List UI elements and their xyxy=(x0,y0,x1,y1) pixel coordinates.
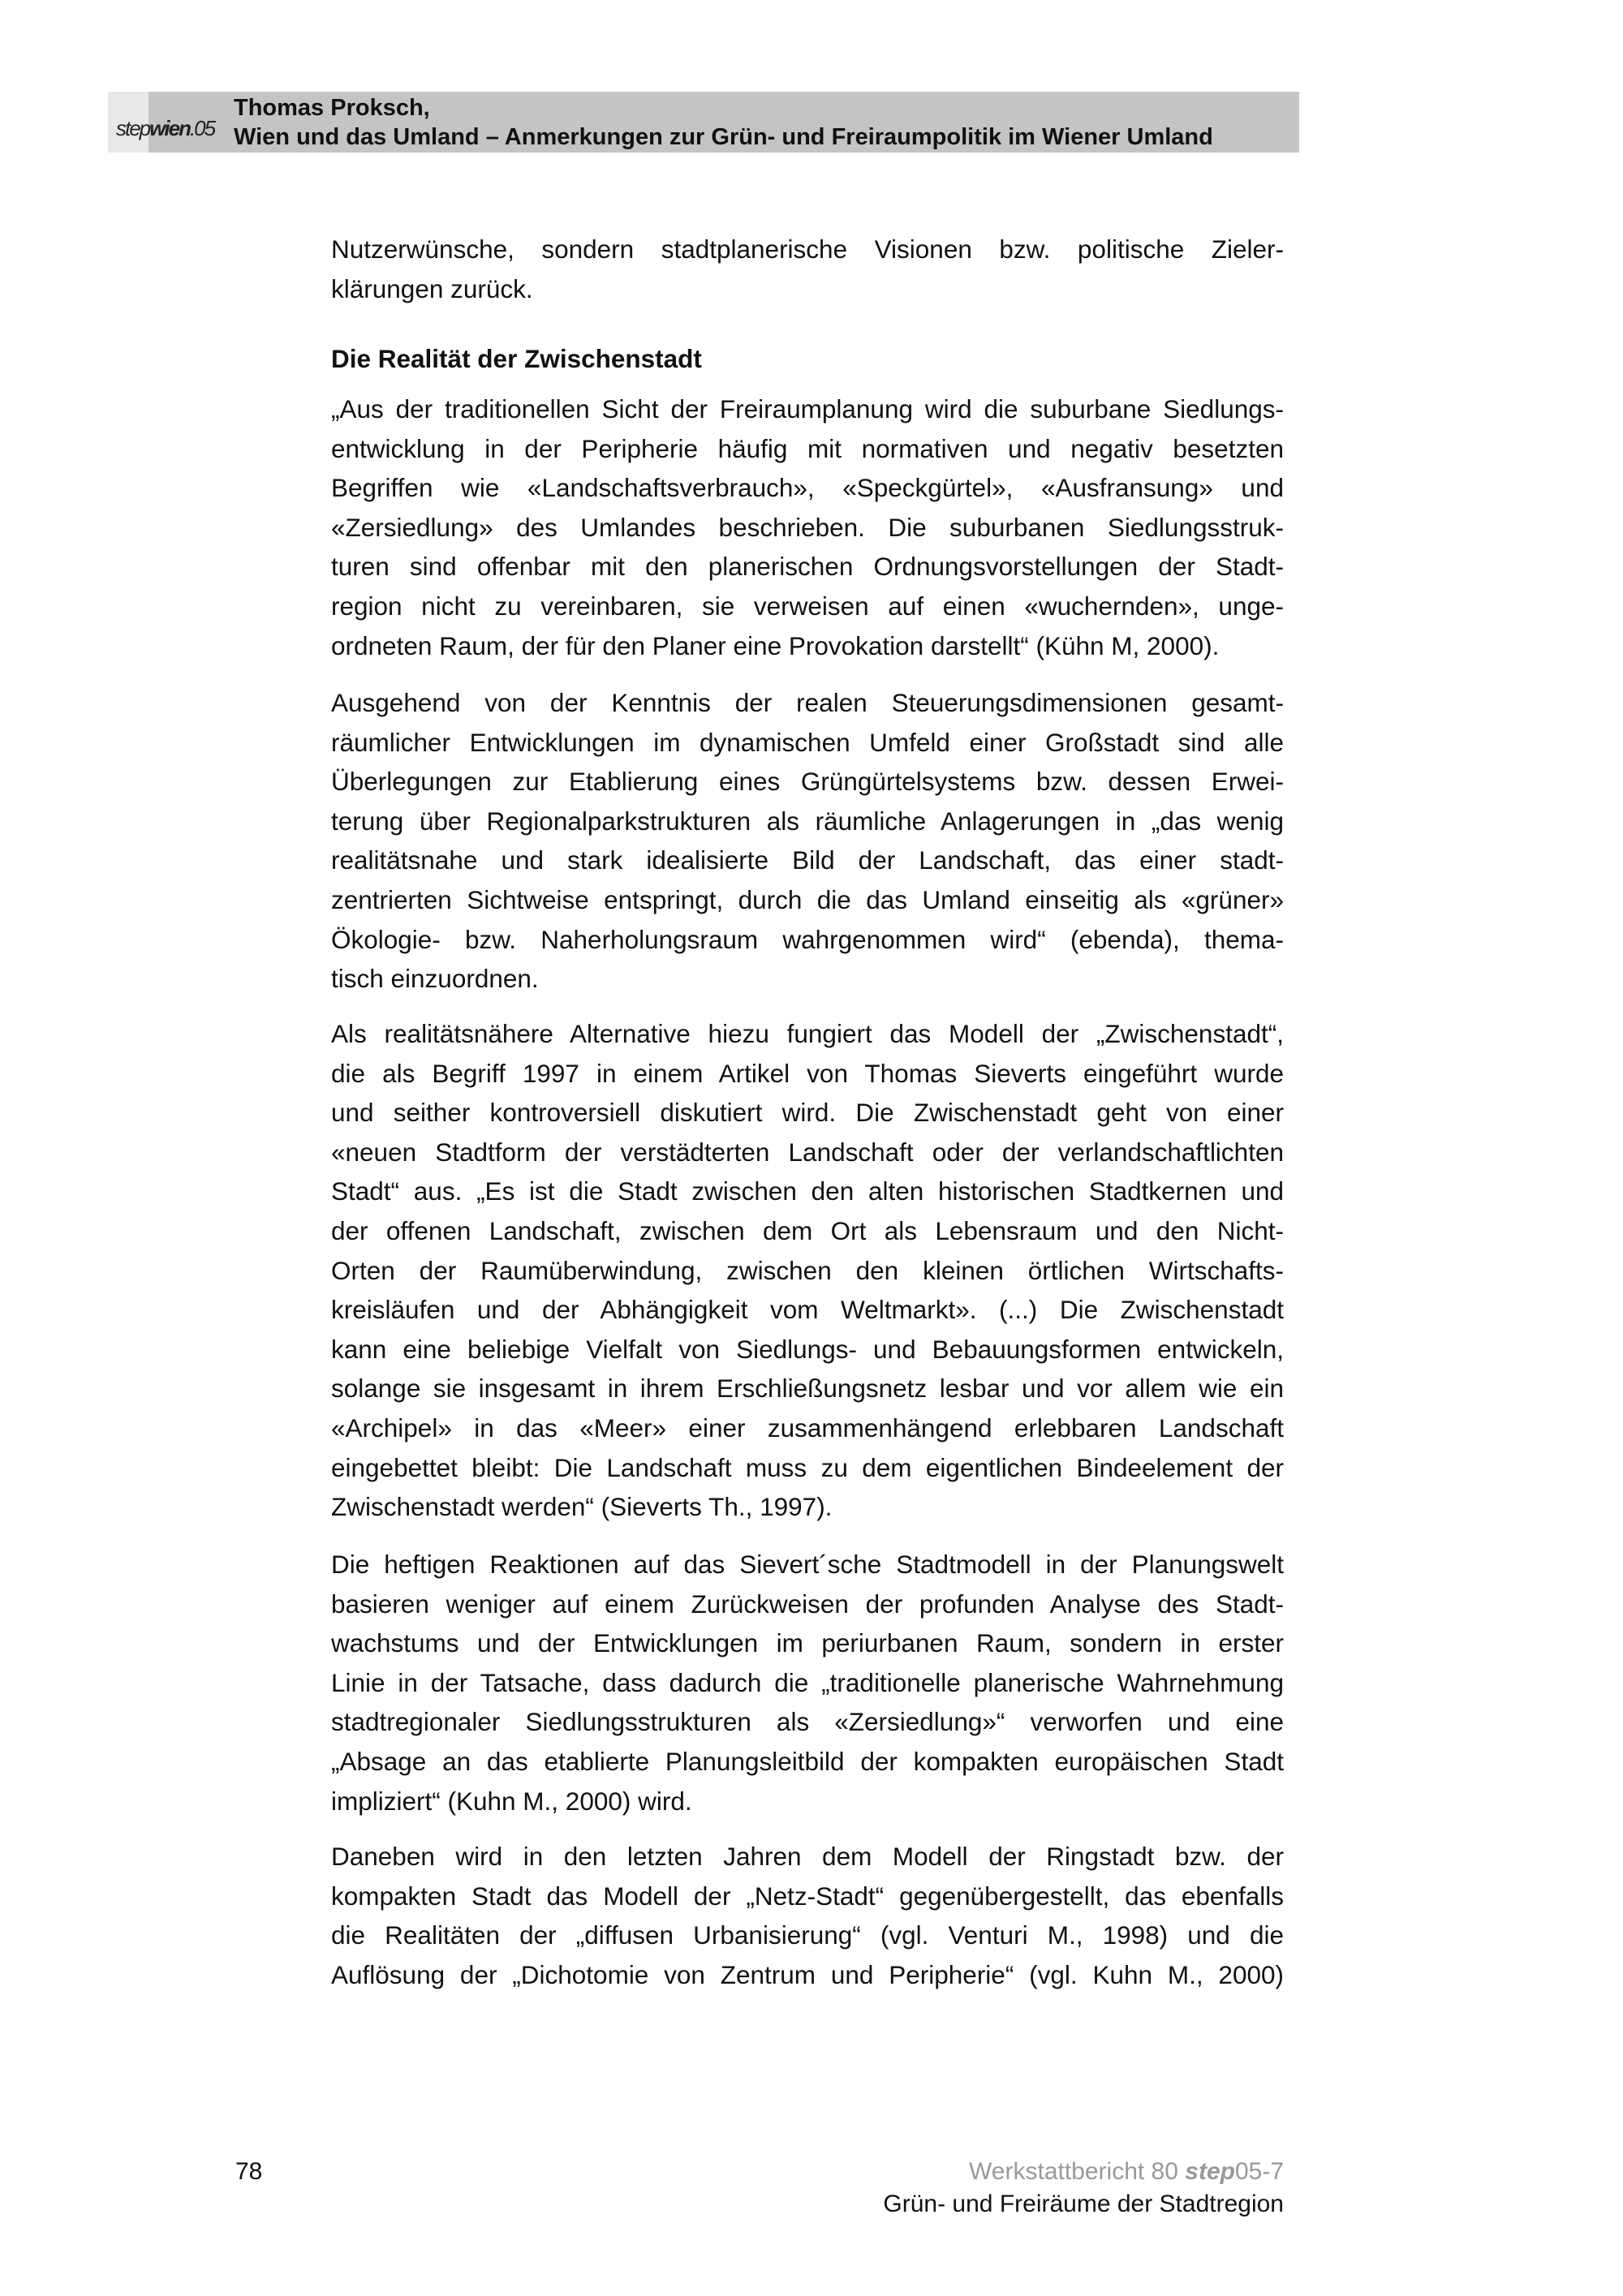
text-line: tisch einzuordnen. xyxy=(331,964,539,994)
paragraph xyxy=(331,1545,1284,1821)
text-line: Ausgehend von der Kenntnis der realen Steuerungsdimensionen gesamt- xyxy=(331,688,1284,717)
text-line: kann eine beliebige Vielfalt von Siedlungs- und Bebauungsformen entwickeln, xyxy=(331,1334,1284,1364)
page-number: 78 xyxy=(235,2158,263,2185)
text-line: «Archipel» in das «Meer» einer zusammenhängend erlebbaren Landschaft xyxy=(331,1412,1284,1443)
text-line: realitätsnahe und stark idealisierte Bild der Landschaft, das einer stadt- xyxy=(331,845,1284,875)
text-line: Die heftigen Reaktionen auf das Sievert´sche Stadtmodell in der Planungswelt xyxy=(331,1550,1284,1579)
text-line: «neuen Stadtform der verstädterten Landschaft oder der verlandschaftlichten xyxy=(331,1137,1284,1167)
text-line: entwicklung in der Peripherie häufig mit normativen und negativ besetzten xyxy=(331,433,1284,463)
text-line: impliziert“ (Kuhn M., 2000) wird. xyxy=(331,1786,692,1816)
footer-subtitle: Grün- und Freiräume der Stadtregion xyxy=(883,2191,1284,2217)
text-line: die Realitäten der „diffusen Urbanisierung“ (vgl. Venturi M., 1998) und die xyxy=(331,1920,1284,1950)
text-line: terung über Regionalparkstrukturen als räumliche Anlagerungen in „das wenig xyxy=(331,806,1284,836)
paragraph xyxy=(331,230,1284,308)
text-line: der offenen Landschaft, zwischen dem Ort als Lebensraum und den Nicht- xyxy=(331,1215,1284,1245)
text-line: Daneben wird in den letzten Jahren dem Modell der Ringstadt bzw. der xyxy=(331,1842,1284,1871)
text-line: solange sie insgesamt in ihrem Erschließungsnetz lesbar und vor allem wie ein xyxy=(331,1374,1284,1404)
series-bold: step xyxy=(1185,2158,1235,2185)
text-line: «Zersiedlung» des Umlandes beschrieben. Die suburbanen Siedlungsstruk- xyxy=(331,512,1284,542)
header-author: Thomas Proksch, xyxy=(234,95,430,121)
text-line: wachstums und der Entwicklungen im periurbanen Raum, sondern in erster xyxy=(331,1628,1284,1658)
text-line: kompakten Stadt das Modell der „Netz-Stadt“ gegenübergestellt, das ebenfalls xyxy=(331,1881,1284,1911)
text-line: eingebettet bleibt: Die Landschaft muss zu dem eigentlichen Bindeelement der xyxy=(331,1452,1284,1482)
text-line: Begriffen wie «Landschaftsverbrauch», «Speckgürtel», «Ausfransung» und xyxy=(331,473,1284,503)
text-line: zentrierten Sichtweise entspringt, durch die das Umland einseitig als «grüner» xyxy=(331,884,1284,914)
running-header xyxy=(108,92,1299,153)
text-line: Linie in der Tatsache, dass dadurch die „traditionelle planerische Wahrnehmung xyxy=(331,1667,1284,1697)
text-line: räumlicher Entwicklungen im dynamischen Umfeld einer Großstadt sind alle xyxy=(331,727,1284,757)
text-line: Orten der Raumüberwindung, zwischen den kleinen örtlichen Wirtschafts- xyxy=(331,1255,1284,1285)
section-heading: Die Realität der Zwischenstadt xyxy=(331,344,702,373)
paragraph xyxy=(331,1837,1284,1994)
series-label xyxy=(969,2158,1284,2186)
paragraph xyxy=(331,683,1284,999)
series-suffix: 05-7 xyxy=(1234,2158,1284,2185)
text-line: klärungen zurück. xyxy=(331,273,533,303)
stepwien-logo: stepwien.05 xyxy=(108,92,149,153)
text-line: Auflösung der „Dichotomie von Zentrum und Peripherie“ (vgl. Kuhn M., 2000) xyxy=(331,1959,1284,1989)
text-line: stadtregionaler Siedlungsstrukturen als «Zersiedlung»“ verworfen und eine xyxy=(331,1707,1284,1737)
text-line: Stadt“ aus. „Es ist die Stadt zwischen den alten historischen Stadtkernen und xyxy=(331,1176,1284,1206)
text-line: „Absage an das etablierte Planungsleitbild der kompakten europäischen Stadt xyxy=(331,1746,1284,1776)
series-prefix: Werkstattbericht 80 xyxy=(969,2158,1186,2185)
text-line: Überlegungen zur Etablierung eines Grüngürtelsystems bzw. dessen Erwei- xyxy=(331,767,1284,797)
text-line: die als Begriff 1997 in einem Artikel von Thomas Sieverts eingeführt wurde xyxy=(331,1058,1284,1088)
text-line: Ökologie- bzw. Naherholungsraum wahrgenommen wird“ (ebenda), thema- xyxy=(331,924,1284,954)
text-line: turen sind offenbar mit den planerischen Ordnungsvorstellungen der Stadt- xyxy=(331,552,1284,582)
paragraph xyxy=(331,389,1284,665)
text-line: ordneten Raum, der für den Planer eine Provokation darstellt“ (Kühn M, 2000). xyxy=(331,630,1220,660)
text-line: basieren weniger auf einem Zurückweisen der profunden Analyse des Stadt- xyxy=(331,1589,1284,1619)
text-line: Nutzerwünsche, sondern stadtplanerische Visionen bzw. politische Zieler- xyxy=(331,234,1284,264)
paragraph xyxy=(331,1014,1284,1527)
text-line: kreisläufen und der Abhängigkeit vom Weltmarkt». (...) Die Zwischenstadt xyxy=(331,1295,1284,1325)
header-title: Wien und das Umland – Anmerkungen zur Grün- und Freiraumpolitik im Wiener Umland xyxy=(234,124,1213,150)
text-line: Als realitätsnähere Alternative hiezu fungiert das Modell der „Zwischenstadt“, xyxy=(331,1019,1284,1048)
text-line: region nicht zu vereinbaren, sie verweisen auf einen «wuchernden», unge- xyxy=(331,591,1284,621)
text-line: Zwischenstadt werden“ (Sieverts Th., 1997). xyxy=(331,1492,833,1522)
text-line: und seither kontroversiell diskutiert wird. Die Zwischenstadt geht von einer xyxy=(331,1098,1284,1128)
text-line: „Aus der traditionellen Sicht der Freiraumplanung wird die suburbane Siedlungs- xyxy=(331,394,1284,424)
